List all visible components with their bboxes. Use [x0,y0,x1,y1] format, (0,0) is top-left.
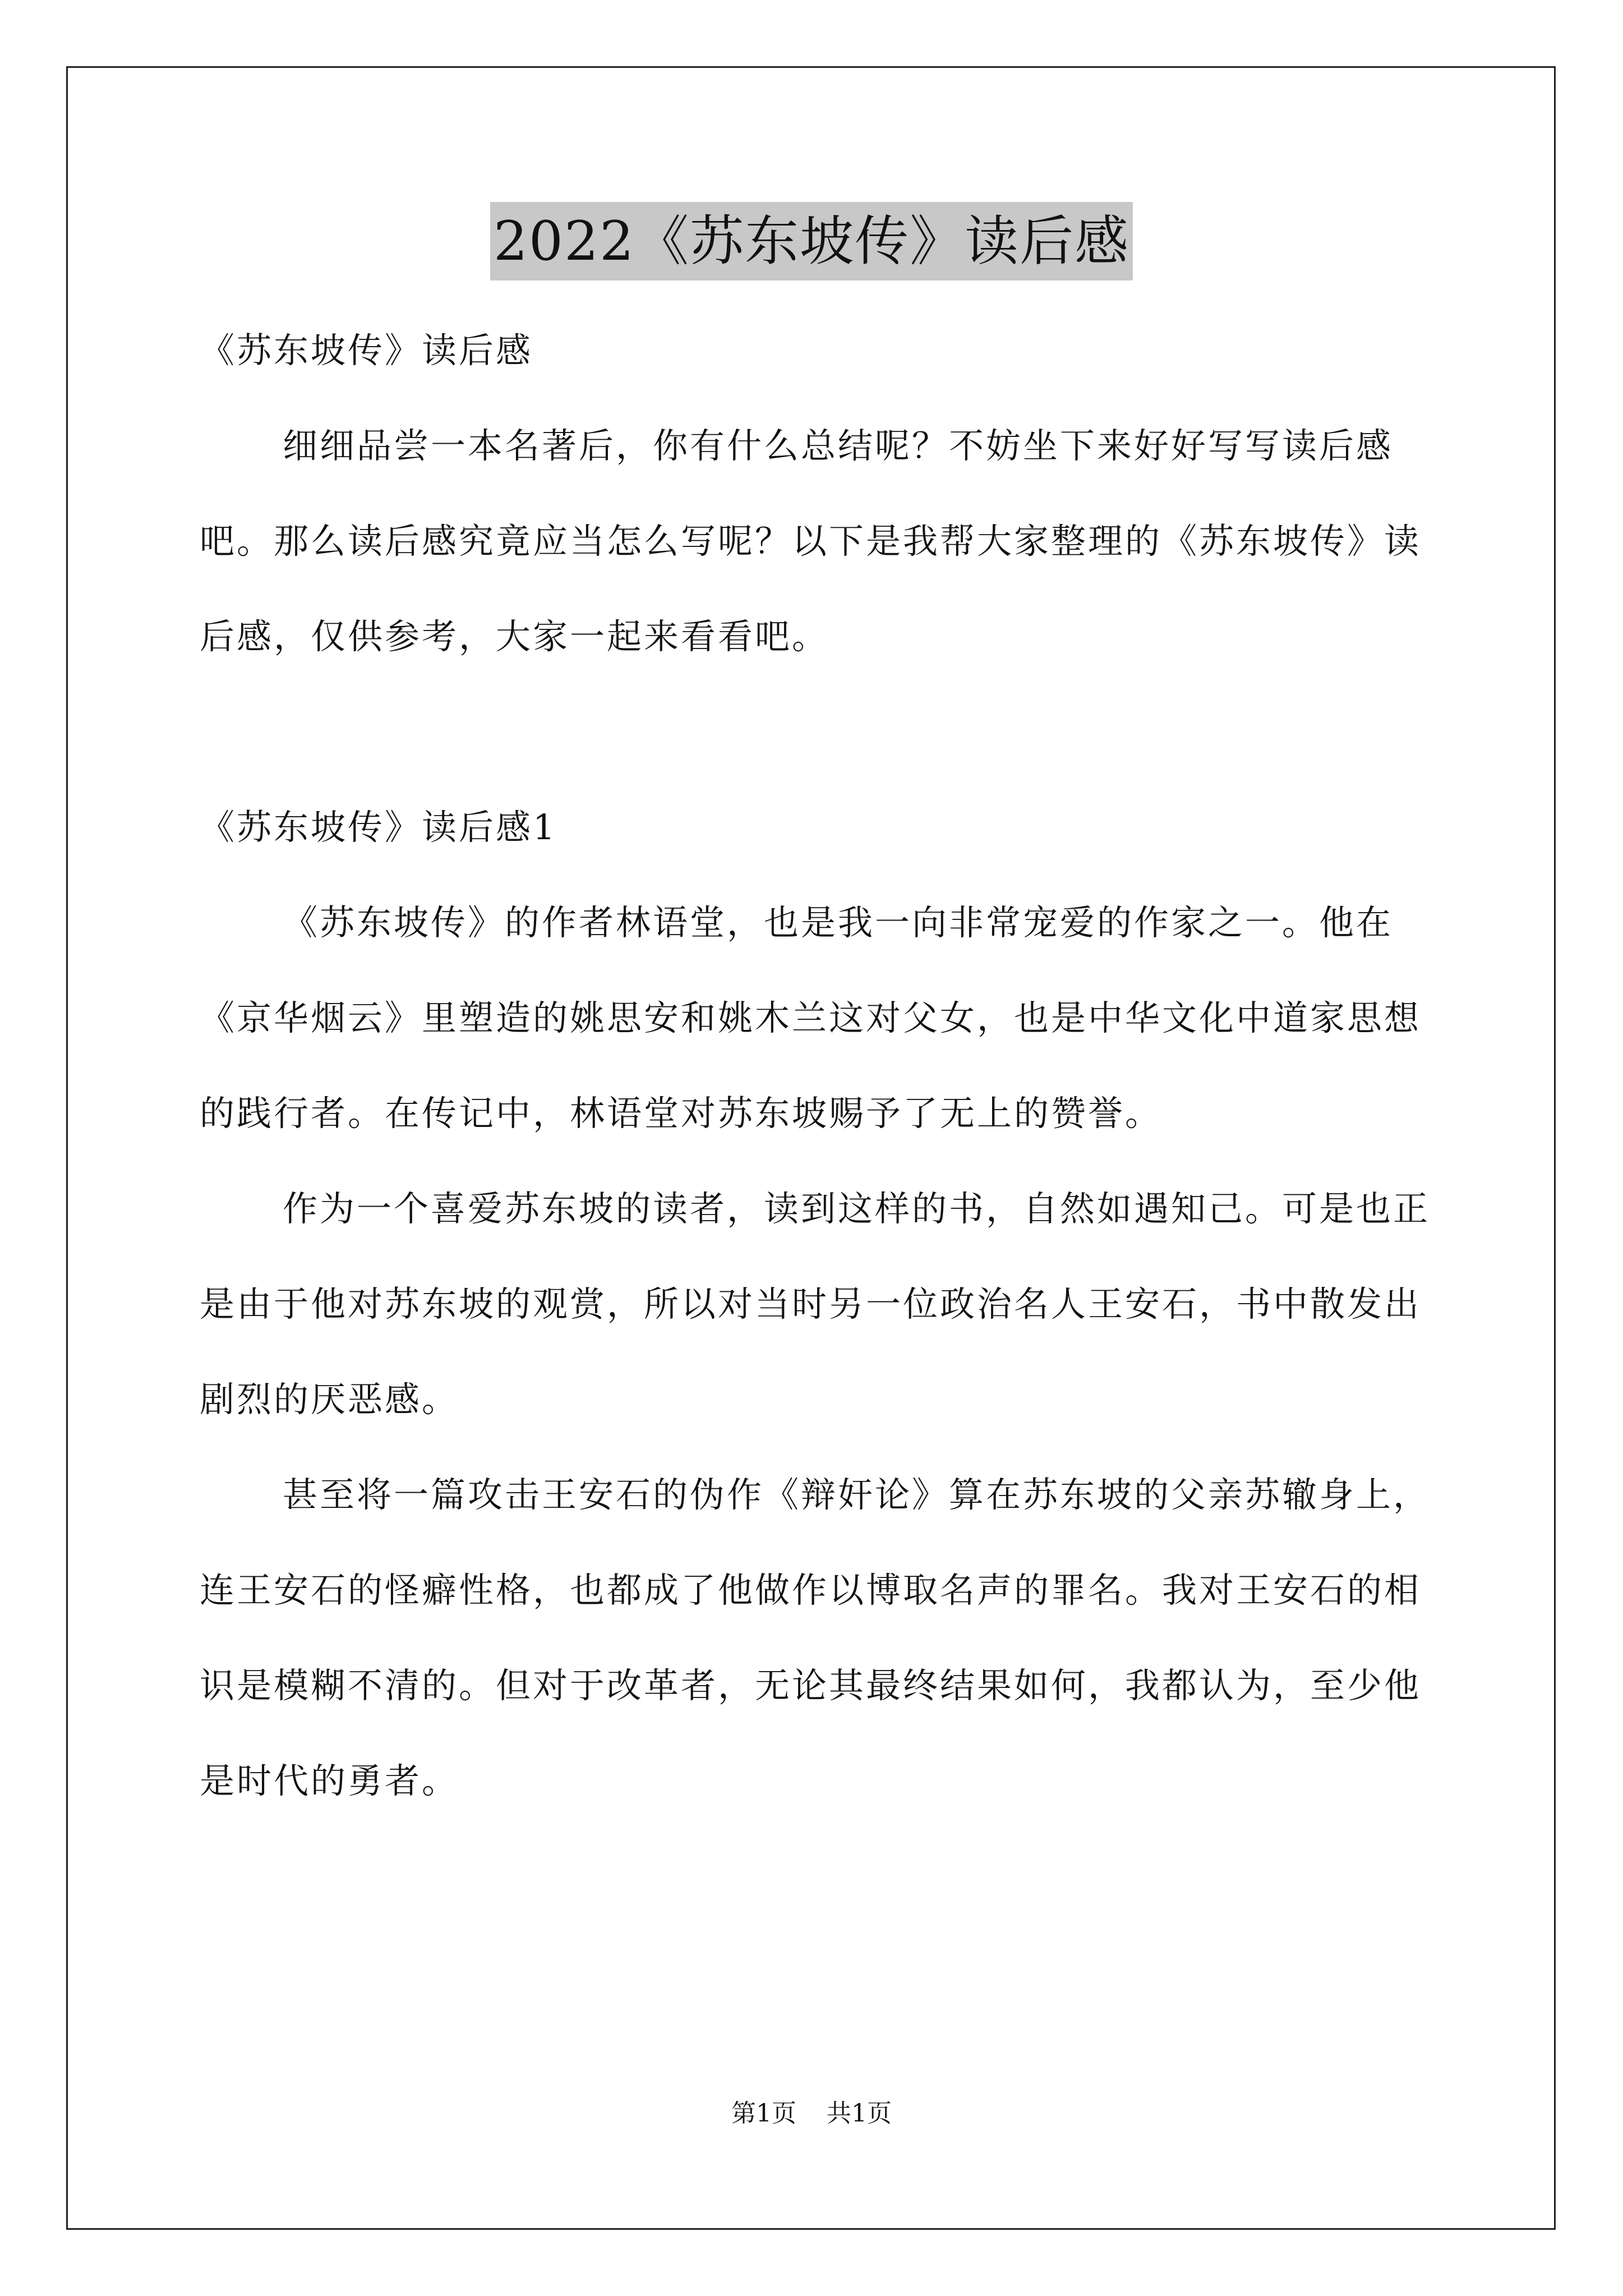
page-current: 第1页 [731,2099,796,2128]
title-wrapper [0,202,1623,280]
document-title: 2022《苏东坡传》读后感 [490,202,1133,280]
body-paragraph-3: 甚至将一篇攻击王安石的伪作《辩奸论》算在苏东坡的父亲苏辙身上，连王安石的怪癖性格，也都成了他做作以博取名声的罪名。我对王安石的相识是模糊不清的。但对于改革者，无论其最终结果如何，我都认为，至少他是时代的勇者。 [200,1474,1431,1801]
page-total: 共1页 [827,2099,892,2128]
section-spacer [200,684,1433,780]
intro-paragraph: 细细品尝一本名著后，你有什么总结呢？不妨坐下来好好写写读后感吧。那么读后感究竟应当怎么写呢？以下是我帮大家整理的《苏东坡传》读后感，仅供参考，大家一起来看看吧。 [200,425,1422,657]
document-body [200,303,1433,1829]
body-paragraph-2: 作为一个喜爱苏东坡的读者，读到这样的书，自然如遇知己。可是也正是由于他对苏东坡的观赏，所以对当时另一位政治名人王安石，书中散发出剧烈的厌恶感。 [200,1188,1431,1420]
page-footer [0,2097,1623,2131]
section-heading: 《苏东坡传》读后感1 [200,807,557,848]
body-paragraph-1: 《苏东坡传》的作者林语堂，也是我一向非常宠爱的作家之一。他在《京华烟云》里塑造的姚思安和姚木兰这对父女，也是中华文化中道家思想的践行者。在传记中，林语堂对苏东坡赐予了无上的赞誉。 [200,902,1422,1134]
intro-heading: 《苏东坡传》读后感 [200,330,533,371]
